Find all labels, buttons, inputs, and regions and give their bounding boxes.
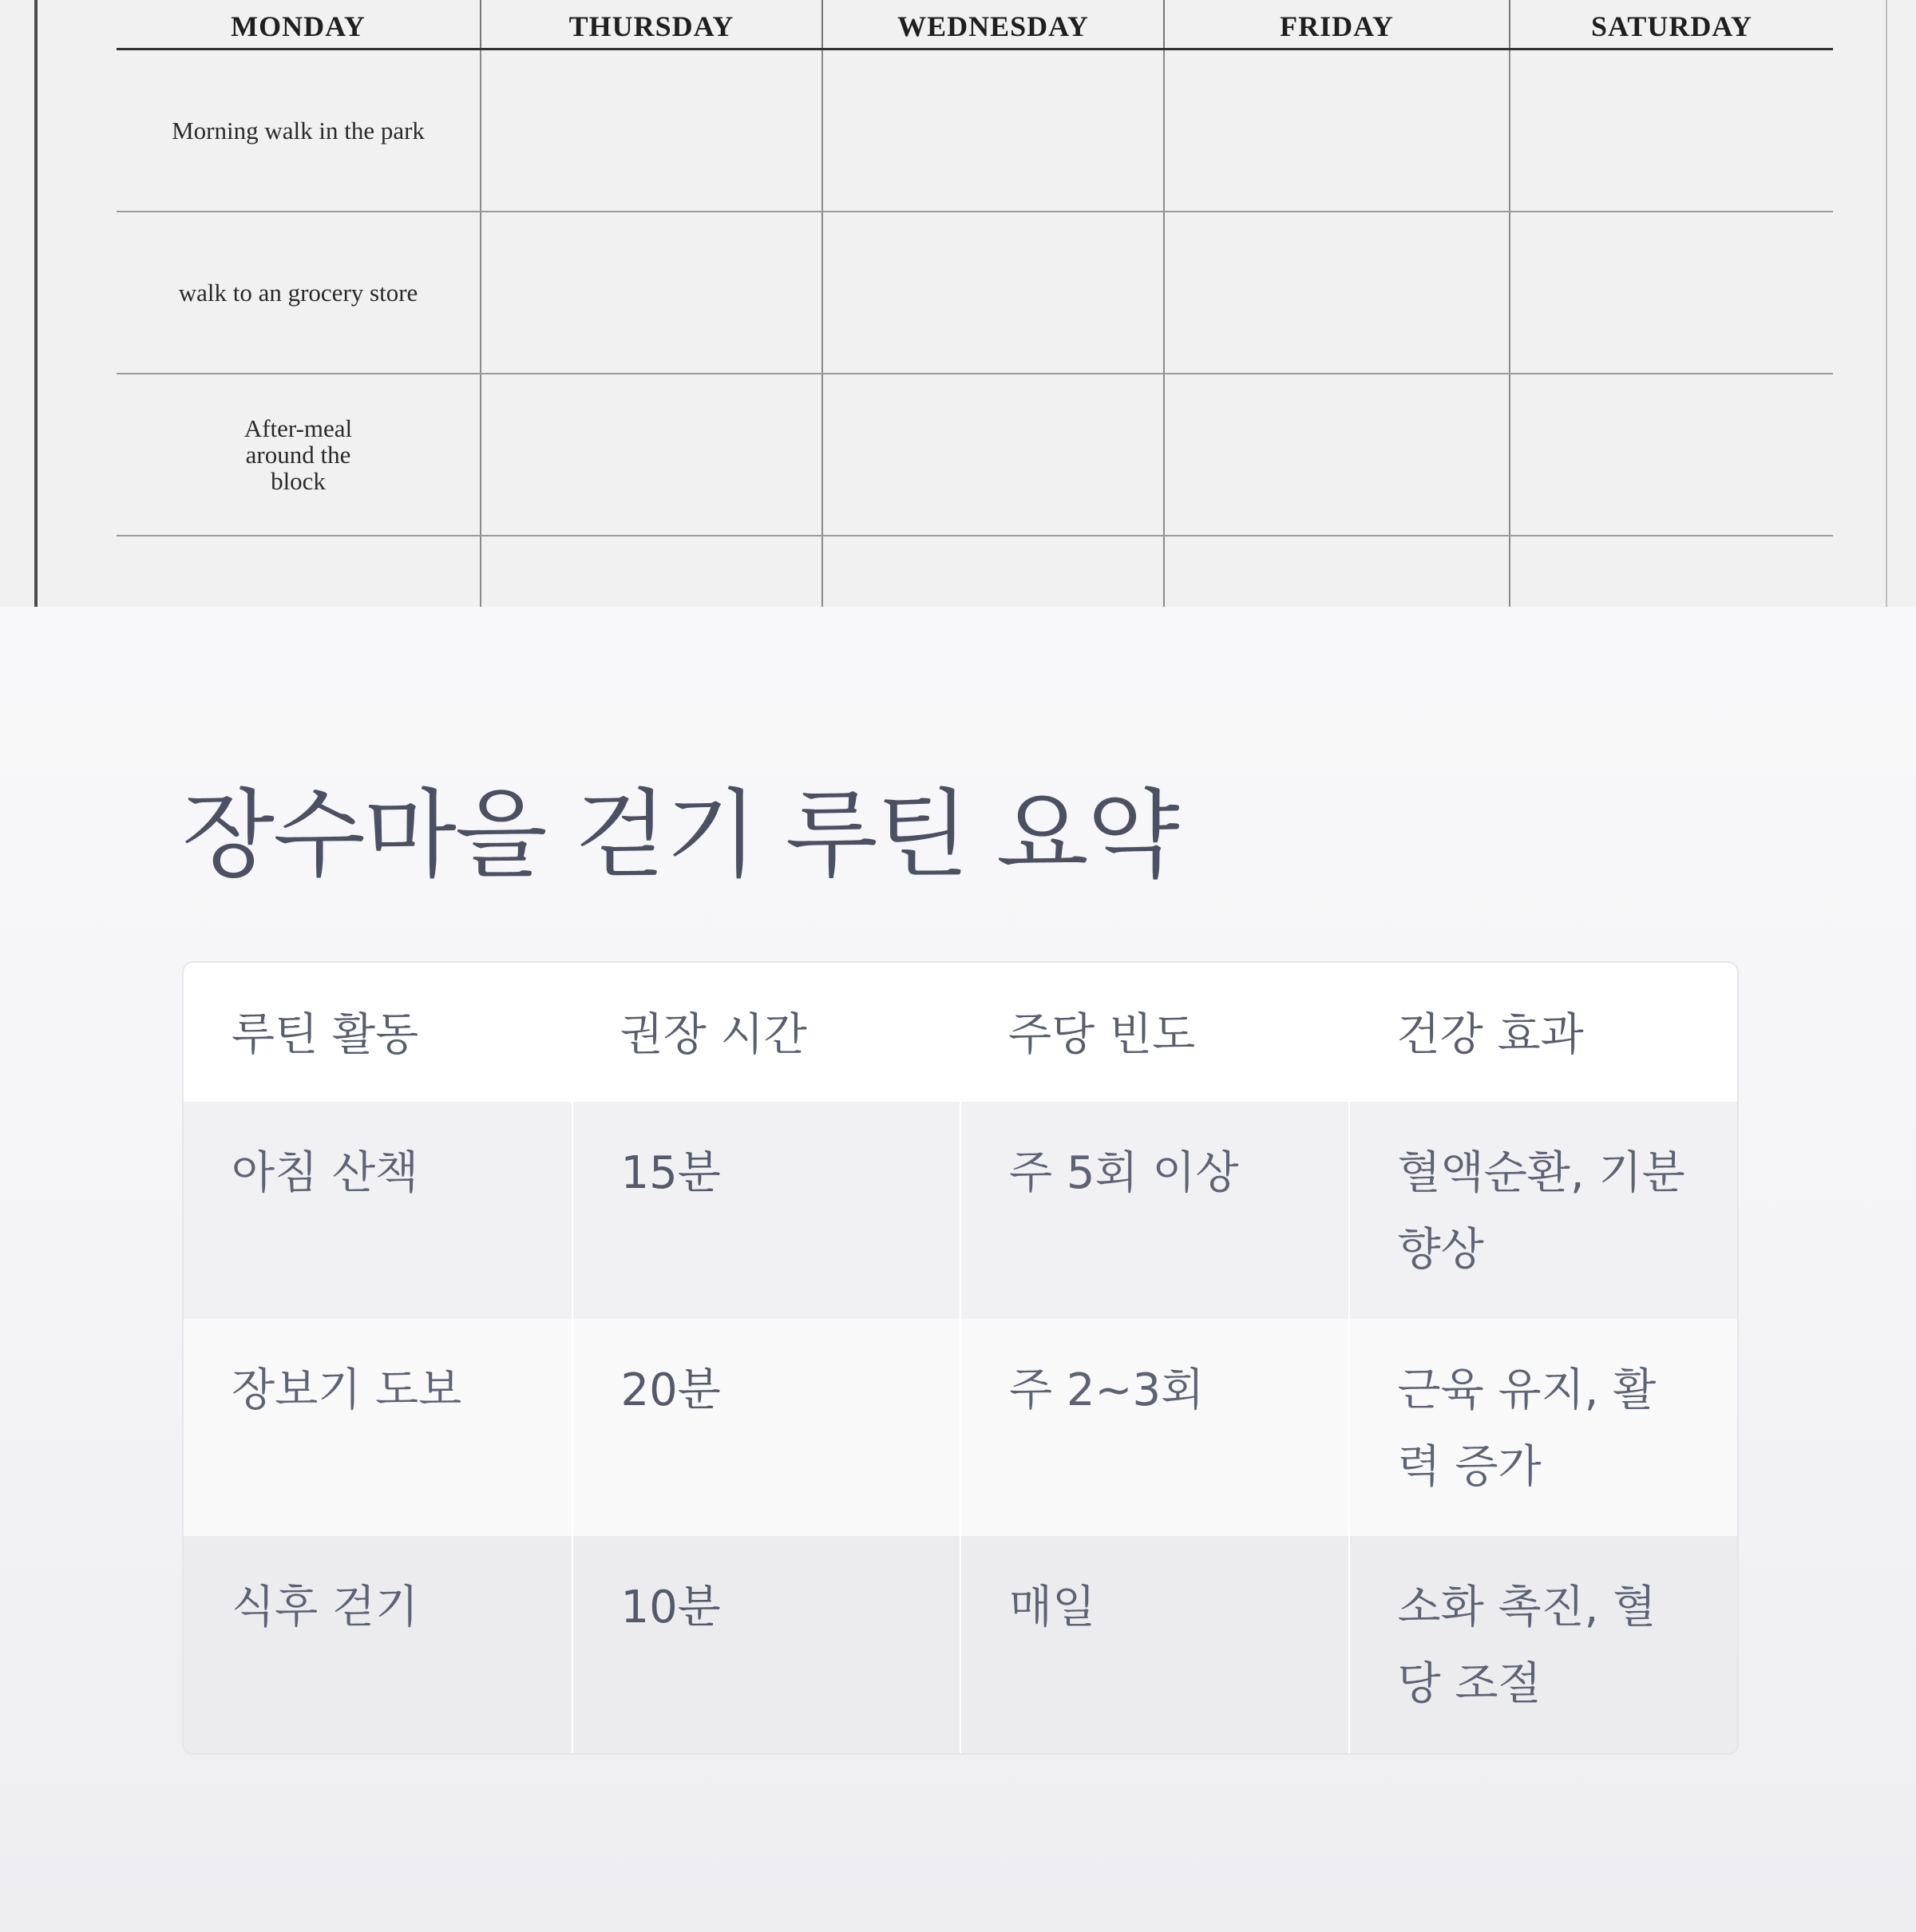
- planner-cell: [822, 49, 1164, 212]
- weekly-planner-table: [117, 0, 1833, 607]
- column-header-time: 권장 시간: [572, 963, 961, 1102]
- planner-cell: [1164, 536, 1510, 607]
- planner-row-label: walk to an grocery store: [117, 212, 481, 374]
- planner-cell: [822, 536, 1164, 607]
- cell-effect: 소화 촉진, 혈당 조절: [1349, 1536, 1738, 1753]
- cell-effect: 근육 유지, 활력 증가: [1349, 1319, 1738, 1536]
- summary-table-card: [182, 961, 1739, 1755]
- column-header-effect: 건강 효과: [1349, 963, 1738, 1102]
- planner-cell: [822, 374, 1164, 536]
- cell-activity: 장보기 도보: [184, 1319, 572, 1536]
- planner-photo: [0, 0, 1916, 607]
- cell-time: 15분: [572, 1102, 961, 1319]
- planner-cell: [1510, 49, 1833, 212]
- planner-row: [117, 374, 1833, 536]
- planner-header-row: [117, 0, 1833, 49]
- cell-activity: 아침 산책: [184, 1102, 572, 1319]
- column-header-frequency: 주당 빈도: [960, 963, 1349, 1102]
- table-row: [184, 1536, 1737, 1753]
- planner-cell: [481, 212, 822, 374]
- planner-header-saturday: SATURDAY: [1510, 0, 1833, 49]
- planner-cell: [1510, 212, 1833, 374]
- cell-frequency: 주 5회 이상: [960, 1102, 1349, 1319]
- planner-cell: [1164, 212, 1510, 374]
- page-title: 장수마을 걷기 루틴 요약: [182, 780, 1178, 891]
- planner-header-monday: MONDAY: [117, 0, 481, 49]
- planner-cell: [1164, 374, 1510, 536]
- planner-row: [117, 536, 1833, 607]
- cell-time: 20분: [572, 1319, 961, 1536]
- cell-time: 10분: [572, 1536, 961, 1753]
- table-row: [184, 1102, 1737, 1319]
- planner-row-label: [117, 536, 481, 607]
- cell-frequency: 매일: [960, 1536, 1349, 1753]
- planner-cell: [1164, 49, 1510, 212]
- cell-frequency: 주 2~3회: [960, 1319, 1349, 1536]
- planner-header-wednesday: WEDNESDAY: [822, 0, 1164, 49]
- planner-row: [117, 49, 1833, 212]
- cell-effect: 혈액순환, 기분 향상: [1349, 1102, 1738, 1319]
- planner-cell: [1510, 536, 1833, 607]
- planner-frame-right: [1886, 0, 1887, 607]
- planner-row: [117, 212, 1833, 374]
- planner-header-friday: FRIDAY: [1164, 0, 1510, 49]
- planner-cell: [481, 49, 822, 212]
- planner-cell: [481, 536, 822, 607]
- planner-cell: [1510, 374, 1833, 536]
- planner-header-thursday: THURSDAY: [481, 0, 822, 49]
- planner-cell: [822, 212, 1164, 374]
- planner-row-label-cell: [117, 374, 481, 536]
- table-row: [184, 1319, 1737, 1536]
- cell-activity: 식후 걷기: [184, 1536, 572, 1753]
- planner-row-label: After-meal around the block: [243, 414, 353, 495]
- planner-cell: [481, 374, 822, 536]
- summary-header-row: [184, 963, 1737, 1102]
- column-header-activity: 루틴 활동: [184, 963, 572, 1102]
- summary-table: [184, 963, 1737, 1753]
- planner-row-label: Morning walk in the park: [117, 49, 481, 212]
- planner-frame-left: [34, 0, 38, 607]
